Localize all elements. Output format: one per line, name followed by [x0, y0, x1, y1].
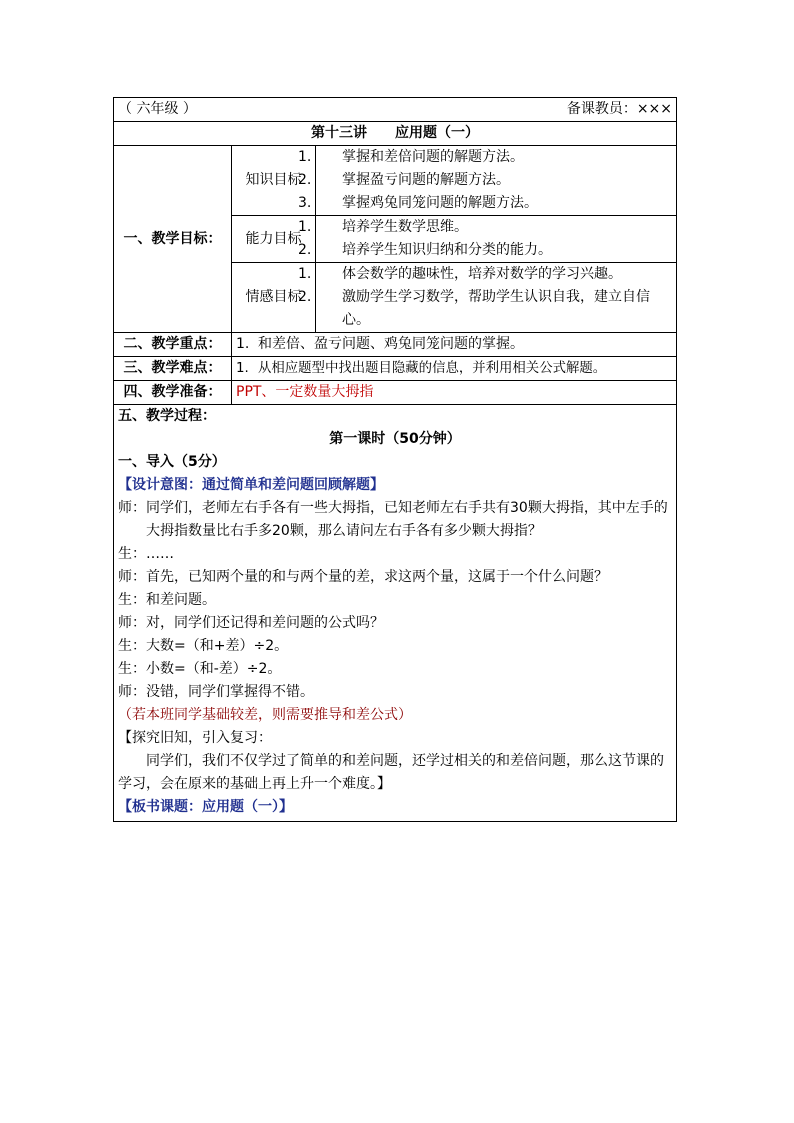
board-title: 【板书课题：应用题（一）】 [118, 799, 293, 815]
objectives-knowledge-row [114, 146, 677, 216]
design-intent: 【设计意图：通过简单和差问题回顾解题】 [118, 477, 384, 493]
objectives-label: 一、教学目标： [114, 146, 232, 333]
difficulties-label: 三、教学难点： [114, 357, 232, 381]
dialogue-line: 师：同学们，老师左右手各有一些大拇指，已知老师左右手共有30颗大拇指，其中左手的大拇指数量比右手多20颗，那么请问左右手各有多少颗大拇指？ [118, 500, 668, 539]
difficulties-content: 1. 从相应题型中找出题目隐藏的信息，并利用相关公式解题。 [232, 357, 677, 381]
dialogue-line: 生：小数=（和-差）÷2。 [118, 661, 282, 677]
objective-item: 2. 激励学生学习数学，帮助学生认识自我，建立自信心。 [298, 289, 650, 328]
intro-heading: 一、导入（5分） [118, 454, 226, 470]
objective-list [298, 216, 677, 263]
objective-group-name: 情感目标 [232, 263, 316, 333]
lesson-plan-table [113, 97, 677, 822]
objective-item: 2. 掌握盈亏问题的解题方法。 [298, 172, 510, 188]
title-row [114, 122, 677, 146]
preparation-row [114, 381, 677, 405]
explore-text: 同学们，我们不仅学过了简单的和差问题，还学过相关的和差倍问题，那么这节课的学习，会在原来的基础上再上升一个难度。】 [118, 753, 664, 792]
process-row [114, 405, 677, 822]
dialogue-line: 生：和差问题。 [118, 592, 216, 608]
preparation-label: 四、教学准备： [114, 381, 232, 405]
objective-item: 3. 掌握鸡兔同笼问题的解题方法。 [298, 195, 538, 211]
objective-item: 2. 培养学生知识归纳和分类的能力。 [298, 242, 552, 258]
teaching-note: （若本班同学基础较差，则需要推导和差公式） [118, 707, 412, 723]
dialogue-line: 师：没错，同学们掌握得不错。 [118, 684, 314, 700]
objective-item: 1. 培养学生数学思维。 [298, 219, 468, 235]
objective-list [298, 146, 677, 216]
objective-item: 1. 掌握和差倍问题的解题方法。 [298, 149, 524, 165]
header-row [114, 98, 677, 122]
objective-group-name: 知识目标 [232, 146, 316, 216]
key-points-content: 1. 和差倍、盈亏问题、鸡兔同笼问题的掌握。 [232, 333, 677, 357]
difficulties-row [114, 357, 677, 381]
explore-title: 【探究旧知，引入复习： [118, 730, 272, 746]
dialogue-line: 师：对，同学们还记得和差问题的公式吗？ [118, 615, 384, 631]
lesson-heading: 第一课时（50分钟） [329, 431, 461, 447]
key-points-label: 二、教学重点： [114, 333, 232, 357]
teacher-label: 备课教员：××× [566, 101, 673, 117]
objective-group-name: 能力目标 [232, 216, 316, 263]
lesson-title: 第十三讲 应用题（一） [114, 122, 677, 146]
preparation-content: PPT、一定数量大拇指 [232, 381, 677, 405]
objective-list [298, 263, 677, 333]
dialogue-line: 生：大数=（和+差）÷2。 [118, 638, 289, 654]
process-label: 五、教学过程： [118, 408, 216, 424]
key-points-row [114, 333, 677, 357]
dialogue-line: 师：首先，已知两个量的和与两个量的差，求这两个量，这属于一个什么问题？ [118, 569, 608, 585]
dialogue-line: 生：…… [118, 546, 174, 562]
objective-item: 1. 体会数学的趣味性，培养对数学的学习兴趣。 [298, 266, 622, 282]
grade-label: （ 六年级 ） [118, 101, 197, 117]
